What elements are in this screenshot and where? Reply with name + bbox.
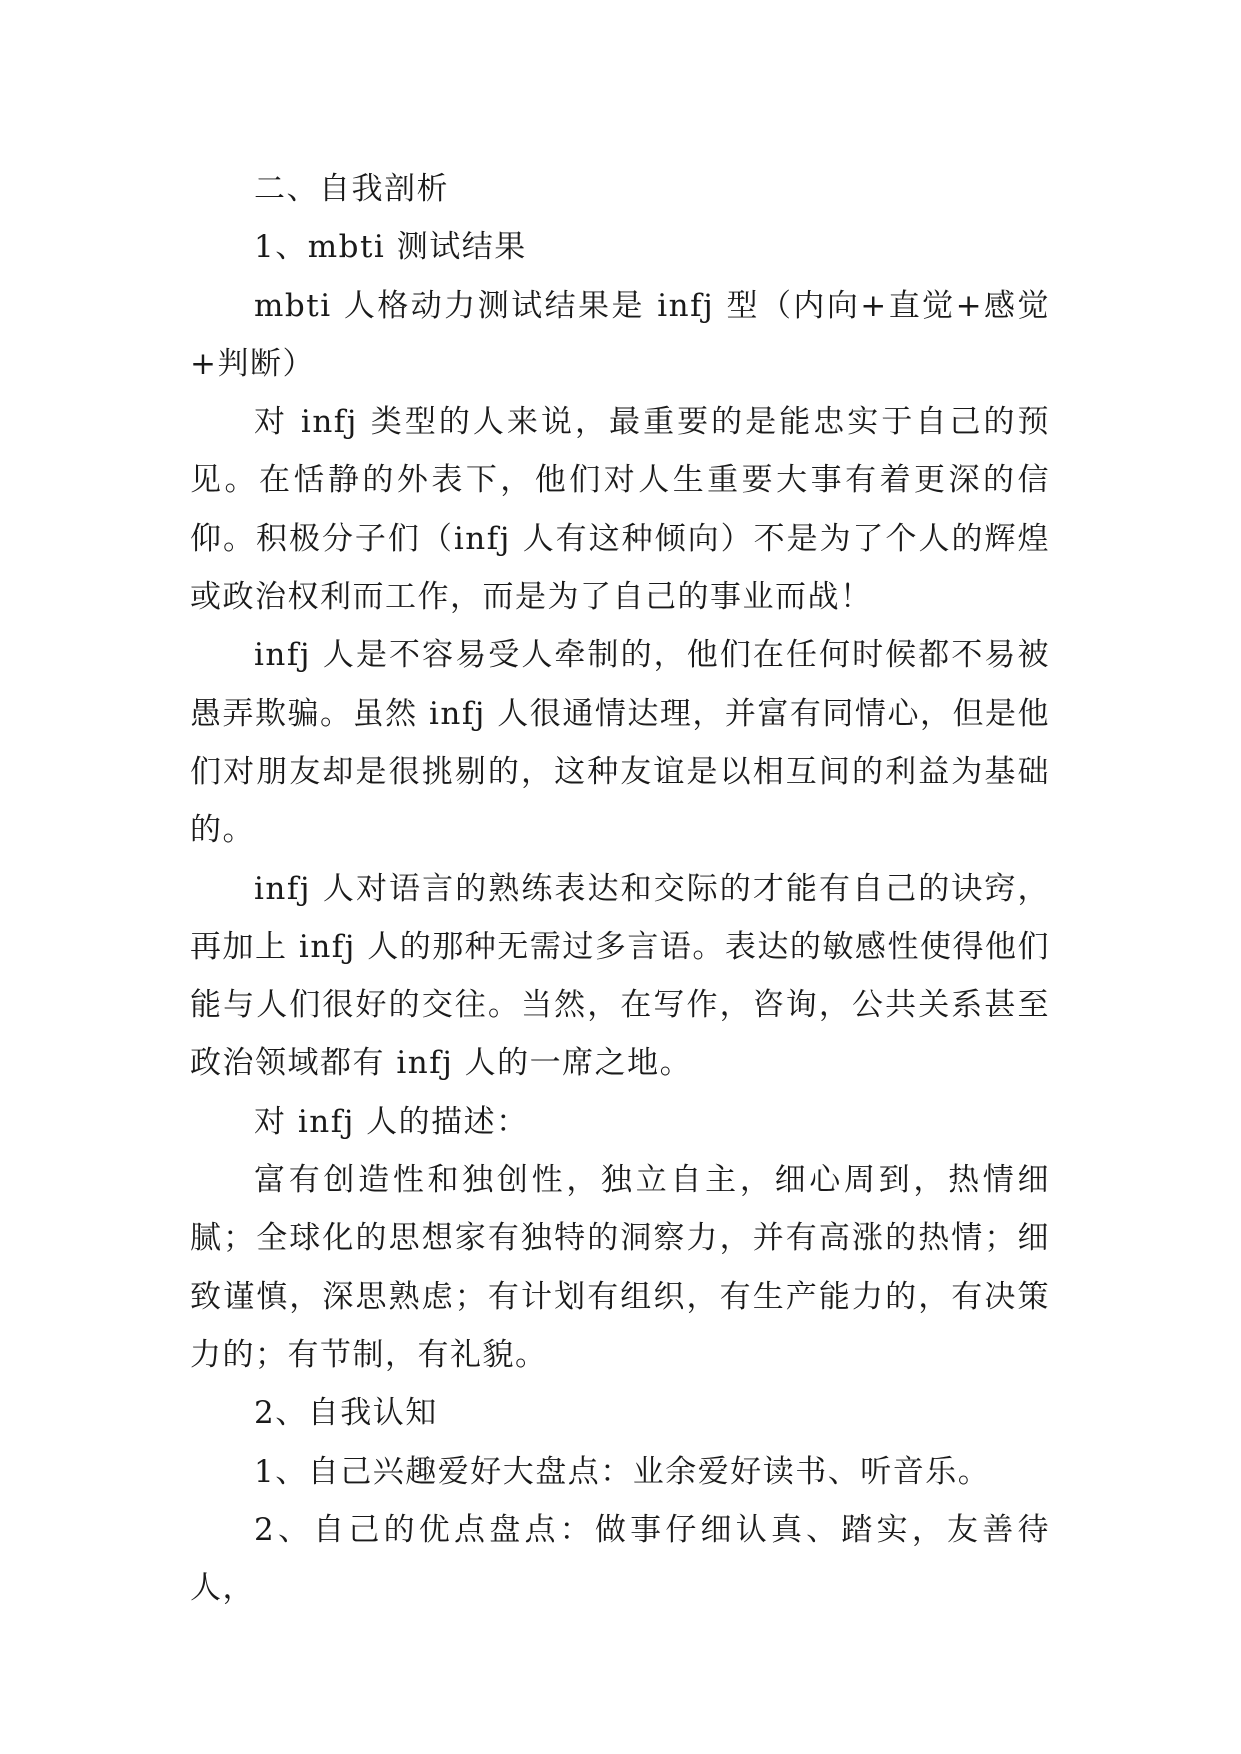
subheading-mbti-result: 1、mbti 测试结果 — [254, 229, 527, 266]
paragraph-infj-traits: 富有创造性和独创性，独立自主，细心周到，热情细腻；全球化的思想家有独特的洞察力，并有高涨的热情；细致谨慎，深思熟虑；有计划有组织，有生产能力的，有决策力的；有节制，有礼貌。 — [190, 1162, 1050, 1373]
paragraph-infj-description-heading: 对 infj 人的描述： — [254, 1103, 529, 1140]
paragraph-infj-communication: infj 人对语言的熟练表达和交际的才能有自己的诀窍，再加上 infj 人的那种无需过多言语。表达的敏感性使得他们能与人们很好的交往。当然，在写作，咨询，公共关系甚至政治领域都有 infj 人的一席之地。 — [190, 870, 1050, 1082]
paragraph-infj-foresight: 对 infj 类型的人来说，最重要的是能忠实于自己的预见。在恬静的外表下，他们对人生重要大事有着更深的信仰。积极分子们（infj 人有这种倾向）不是为了个人的辉煌或政治权利而工作，而是为了自己的事业而战！ — [190, 404, 1050, 616]
paragraph-mbti-type: mbti 人格动力测试结果是 infj 型（内向+直觉+感觉+判断） — [190, 287, 1050, 382]
document-body — [190, 160, 1050, 1617]
section-heading-self-analysis: 二、自我剖析 — [254, 171, 449, 207]
paragraph-infj-friendship: infj 人是不容易受人牵制的，他们在任何时候都不易被愚弄欺骗。虽然 infj 人很通情达理，并富有同情心，但是他们对朋友却是很挑剔的，这种友谊是以相互间的利益为基础的。 — [190, 637, 1050, 849]
list-item-hobbies: 1、自己兴趣爱好大盘点：业余爱好读书、听音乐。 — [254, 1453, 991, 1490]
list-item-strengths: 2、自己的优点盘点：做事仔细认真、踏实，友善待人， — [190, 1511, 1050, 1607]
subheading-self-cognition: 2、自我认知 — [254, 1395, 438, 1432]
